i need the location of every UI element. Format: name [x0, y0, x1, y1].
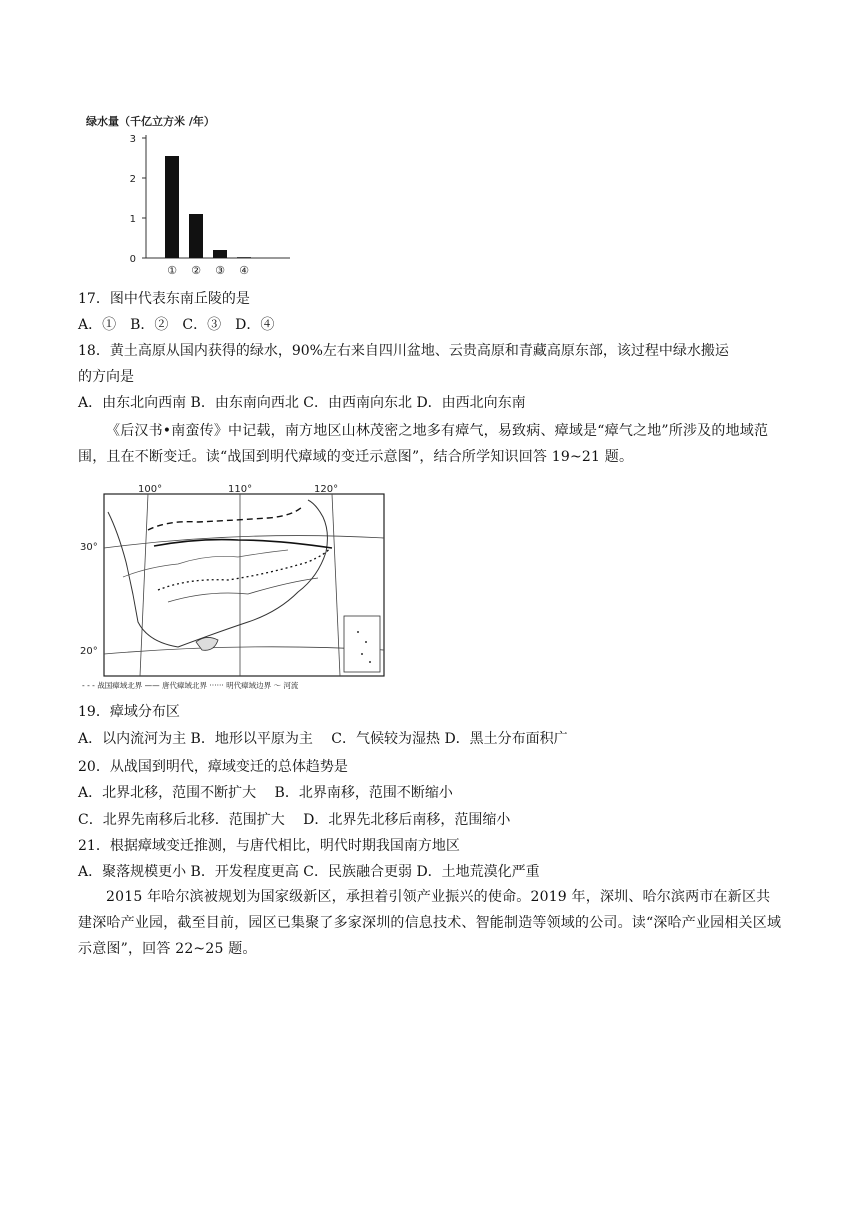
- y-tick-label: 3: [129, 134, 136, 145]
- bar-2: [189, 214, 203, 258]
- bar-1: [165, 156, 179, 258]
- category-label: ②: [191, 264, 201, 277]
- lon-label-100: 100°: [138, 484, 163, 495]
- category-label: ①: [167, 264, 177, 277]
- q17-options: A．① B．② C．③ D．④: [78, 317, 275, 333]
- category-label: ④: [239, 264, 249, 277]
- bar-3: [213, 250, 227, 258]
- map-legend: - - - 战国瘴域北界 —— 唐代瘴域北界 ······ 明代瘴域边界 〜 河流: [82, 681, 299, 690]
- q21-stem: 21．根据瘴域变迁推测，与唐代相比，明代时期我国南方地区: [78, 838, 460, 854]
- y-tick-label: 2: [129, 174, 136, 185]
- passage-shenha: 2015 年哈尔滨被规划为国家级新区，承担着引领产业振兴的使命。2019 年，深圳、哈尔滨两市在新区共建深哈产业园，截至目前，园区已集聚了多家深圳的信息技术、智能制造等领域的公司。读“深哈产业园相关区域示意图”，回答 22~25 题。: [78, 889, 782, 957]
- q20-options-line2: C．北界先南移后北移．范围扩大 D．北界先北移后南移，范围缩小: [78, 812, 511, 828]
- q18-stem-line1: 18．黄土高原从国内获得的绿水，90%左右来自四川盆地、云贵高原和青藏高原东部，该过程中绿水搬运: [78, 343, 729, 359]
- q19-options: A．以内流河为主 B．地形以平原为主 C．气候较为湿热 D．黑土分布面积广: [78, 731, 568, 747]
- q19-stem: 19．瘴域分布区: [78, 704, 180, 720]
- y-tick-label: 0: [129, 254, 136, 265]
- y-tick-label: 1: [129, 214, 136, 225]
- bar-4: [237, 257, 251, 258]
- lat-label-20: 20°: [80, 646, 98, 657]
- q20-stem: 20．从战国到明代，瘴域变迁的总体趋势是: [78, 759, 348, 775]
- lon-label-120: 120°: [314, 484, 339, 495]
- q18-stem-line2: 的方向是: [78, 369, 134, 385]
- q21-options: A．聚落规模更小 B．开发程度更高 C．民族融合更弱 D．土地荒漠化严重: [78, 864, 540, 880]
- lon-label-110: 110°: [228, 484, 253, 495]
- passage-miasma: 《后汉书•南蛮传》中记载，南方地区山林茂密之地多有瘴气，易致病、瘴域是“瘴气之地”所涉及的地域范围，且在不断变迁。读“战国到明代瘴域的变迁示意图”，结合所学知识回答 19~21 题。: [78, 423, 769, 465]
- category-label: ③: [215, 264, 225, 277]
- q20-options-line1: A．北界北移，范围不断扩大 B．北界南移，范围不断缩小: [78, 785, 453, 801]
- q18-options: A．由东北向西南 B．由东南向西北 C．由西南向东北 D．由西北向东南: [78, 395, 526, 411]
- miasma-map: [78, 482, 408, 692]
- chart-ylabel: 绿水量（千亿立方米 /年）: [86, 115, 215, 128]
- lat-label-30: 30°: [80, 542, 98, 553]
- green-water-bar-chart: [78, 108, 308, 288]
- q17-stem: 17．图中代表东南丘陵的是: [78, 291, 250, 307]
